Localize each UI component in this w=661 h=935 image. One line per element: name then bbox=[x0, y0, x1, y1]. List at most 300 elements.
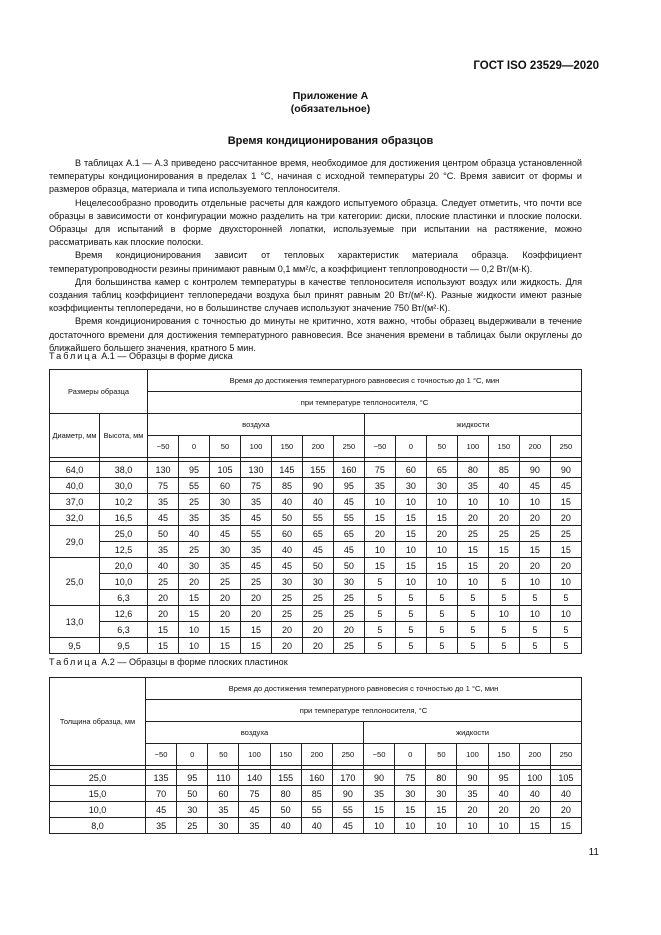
table-row bbox=[50, 574, 582, 590]
paragraph: Нецелесообразно проводить отдельные расчеты для каждого испытуемого образца. Следует отметить, что почти все образцы в зависимости от конфигурации можно разделить на три категории: диски, плоские пластинки и плоские полоски. Образцы для испытаний в форме двухсторонней лопатки, используемые при испытании на растяжение, можно рассматривать как плоские полоски. bbox=[49, 197, 582, 248]
table-row bbox=[50, 494, 582, 510]
air-time-cell: 75 bbox=[240, 478, 271, 494]
diameter-cell: 32,0 bbox=[50, 510, 100, 526]
air-time-cell: 90 bbox=[332, 786, 363, 802]
air-time-cell: 55 bbox=[302, 510, 333, 526]
liquid-time-cell: 20 bbox=[550, 558, 581, 574]
air-time-cell: 25 bbox=[177, 818, 208, 834]
air-time-cell: 20 bbox=[302, 622, 333, 638]
height-cell: 6,3 bbox=[100, 590, 148, 606]
liquid-time-cell: 10 bbox=[488, 818, 519, 834]
temp-header-cell: 200 bbox=[519, 436, 550, 458]
liquid-time-cell: 10 bbox=[519, 494, 550, 510]
liquid-time-cell: 30 bbox=[395, 478, 426, 494]
height-cell: 10,2 bbox=[100, 494, 148, 510]
liquid-time-cell: 10 bbox=[364, 542, 395, 558]
liquid-time-cell: 75 bbox=[364, 462, 395, 478]
air-time-cell: 40 bbox=[148, 558, 179, 574]
table-row bbox=[50, 638, 582, 654]
air-time-cell: 15 bbox=[209, 622, 240, 638]
air-header: воздуха bbox=[148, 414, 365, 436]
air-time-cell: 30 bbox=[177, 802, 208, 818]
temp-header-cell: −50 bbox=[146, 744, 177, 766]
temp-header-cell: 100 bbox=[457, 436, 488, 458]
table-row bbox=[50, 622, 582, 638]
air-time-cell: 90 bbox=[302, 478, 333, 494]
temp-header-cell: 150 bbox=[488, 744, 519, 766]
air-time-cell: 45 bbox=[239, 802, 270, 818]
liquid-time-cell: 20 bbox=[457, 802, 488, 818]
liquid-time-cell: 20 bbox=[364, 526, 395, 542]
air-time-cell: 30 bbox=[209, 494, 240, 510]
liquid-time-cell: 25 bbox=[457, 526, 488, 542]
liquid-time-cell: 10 bbox=[457, 818, 488, 834]
annex-status: (обязательное) bbox=[290, 103, 371, 115]
body-text bbox=[49, 157, 582, 355]
liquid-time-cell: 35 bbox=[364, 478, 395, 494]
air-time-cell: 40 bbox=[301, 818, 332, 834]
air-time-cell: 45 bbox=[302, 542, 333, 558]
temp-header-cell: 0 bbox=[395, 436, 426, 458]
air-time-cell: 25 bbox=[240, 574, 271, 590]
annex-title: Приложение А bbox=[292, 90, 369, 102]
temp-header-cell: 0 bbox=[177, 744, 208, 766]
temp-header-cell: 200 bbox=[301, 744, 332, 766]
liquid-time-cell: 15 bbox=[550, 818, 581, 834]
liquid-time-cell: 15 bbox=[363, 802, 394, 818]
air-time-cell: 40 bbox=[179, 526, 210, 542]
air-time-cell: 45 bbox=[333, 542, 364, 558]
liquid-time-cell: 5 bbox=[550, 590, 581, 606]
liquid-time-cell: 10 bbox=[550, 606, 581, 622]
thickness-cell: 10,0 bbox=[50, 802, 146, 818]
temp-header-cell: 50 bbox=[426, 744, 457, 766]
air-time-cell: 30 bbox=[209, 542, 240, 558]
air-time-cell: 25 bbox=[271, 606, 302, 622]
air-time-cell: 130 bbox=[148, 462, 179, 478]
air-time-cell: 95 bbox=[179, 462, 210, 478]
temp-header-cell: 150 bbox=[270, 744, 301, 766]
air-time-cell: 15 bbox=[240, 622, 271, 638]
liquid-time-cell: 15 bbox=[364, 510, 395, 526]
liquid-time-cell: 40 bbox=[488, 478, 519, 494]
air-time-cell: 20 bbox=[240, 590, 271, 606]
air-time-cell: 30 bbox=[179, 558, 210, 574]
air-time-cell: 75 bbox=[239, 786, 270, 802]
liquid-time-cell: 90 bbox=[550, 462, 581, 478]
height-cell: 25,0 bbox=[100, 526, 148, 542]
liquid-time-cell: 10 bbox=[519, 606, 550, 622]
air-time-cell: 20 bbox=[209, 590, 240, 606]
air-time-cell: 25 bbox=[333, 638, 364, 654]
liquid-time-cell: 25 bbox=[488, 526, 519, 542]
height-header: Высота, мм bbox=[100, 414, 148, 458]
table-row bbox=[50, 558, 582, 574]
liquid-time-cell: 10 bbox=[363, 818, 394, 834]
air-time-cell: 25 bbox=[333, 606, 364, 622]
liquid-time-cell: 15 bbox=[550, 542, 581, 558]
time-header: Время до достижения температурного равновесия с точностью до 1 °С, мин bbox=[146, 678, 582, 700]
diameter-cell: 40,0 bbox=[50, 478, 100, 494]
air-time-cell: 15 bbox=[240, 638, 271, 654]
liquid-time-cell: 5 bbox=[550, 638, 581, 654]
air-time-cell: 55 bbox=[332, 802, 363, 818]
height-cell: 20,0 bbox=[100, 558, 148, 574]
liquid-time-cell: 15 bbox=[488, 542, 519, 558]
paragraph: Время кондиционирования с точностью до минуты не критично, хотя важно, чтобы образец выдерживали в течение достаточного времени для достижения температурного равновесия. Все значения времени в таблицах были округлены до ближайшего большего значения, кратного 5 мин. bbox=[49, 316, 582, 353]
air-time-cell: 40 bbox=[270, 818, 301, 834]
page-number: 11 bbox=[588, 847, 599, 858]
liquid-time-cell: 80 bbox=[457, 462, 488, 478]
diameter-cell: 29,0 bbox=[50, 526, 100, 558]
liquid-time-cell: 5 bbox=[457, 622, 488, 638]
liquid-time-cell: 20 bbox=[519, 802, 550, 818]
air-time-cell: 60 bbox=[208, 786, 239, 802]
liquid-time-cell: 5 bbox=[457, 590, 488, 606]
air-time-cell: 35 bbox=[209, 510, 240, 526]
liquid-time-cell: 25 bbox=[550, 526, 581, 542]
air-time-cell: 40 bbox=[271, 542, 302, 558]
liquid-time-cell: 90 bbox=[457, 770, 488, 786]
air-time-cell: 45 bbox=[146, 802, 177, 818]
temp-header: при температуре теплоносителя, °С bbox=[146, 700, 582, 722]
liquid-time-cell: 10 bbox=[426, 494, 457, 510]
annex-heading bbox=[0, 90, 661, 116]
thickness-cell: 15,0 bbox=[50, 786, 146, 802]
air-time-cell: 140 bbox=[239, 770, 270, 786]
table-row bbox=[50, 542, 582, 558]
air-time-cell: 35 bbox=[240, 494, 271, 510]
temp-header-cell: 250 bbox=[550, 744, 581, 766]
liquid-time-cell: 10 bbox=[395, 494, 426, 510]
air-time-cell: 35 bbox=[146, 818, 177, 834]
liquid-time-cell: 35 bbox=[457, 786, 488, 802]
temp-header-cell: 200 bbox=[519, 744, 550, 766]
liquid-time-cell: 5 bbox=[426, 590, 457, 606]
time-header: Время до достижения температурного равновесия с точностью до 1 °С, мин bbox=[148, 370, 582, 392]
liquid-time-cell: 15 bbox=[364, 558, 395, 574]
air-time-cell: 65 bbox=[302, 526, 333, 542]
air-time-cell: 20 bbox=[148, 606, 179, 622]
air-time-cell: 155 bbox=[270, 770, 301, 786]
liquid-time-cell: 95 bbox=[488, 770, 519, 786]
air-time-cell: 35 bbox=[240, 542, 271, 558]
air-time-cell: 160 bbox=[301, 770, 332, 786]
temp-header: при температуре теплоносителя, °С bbox=[148, 392, 582, 414]
air-time-cell: 25 bbox=[333, 590, 364, 606]
liquid-time-cell: 65 bbox=[426, 462, 457, 478]
liquid-time-cell: 5 bbox=[426, 638, 457, 654]
temp-header-cell: 50 bbox=[208, 744, 239, 766]
liquid-time-cell: 15 bbox=[395, 510, 426, 526]
liquid-time-cell: 5 bbox=[488, 590, 519, 606]
air-time-cell: 30 bbox=[271, 574, 302, 590]
liquid-time-cell: 90 bbox=[363, 770, 394, 786]
air-time-cell: 20 bbox=[148, 590, 179, 606]
liquid-time-cell: 20 bbox=[550, 510, 581, 526]
paragraph: В таблицах А.1 — А.3 приведено рассчитанное время, необходимое для достижения центром образца установленной температуры кондиционирования в пределах 1 °С, начиная с исходной температуры 20 °С. Время зависит от формы и размеров образца, материала и типа используемого теплоносителя. bbox=[49, 158, 582, 195]
air-time-cell: 20 bbox=[240, 606, 271, 622]
liquid-time-cell: 10 bbox=[364, 494, 395, 510]
air-time-cell: 75 bbox=[148, 478, 179, 494]
liquid-time-cell: 5 bbox=[395, 622, 426, 638]
temp-header-cell: 0 bbox=[395, 744, 426, 766]
liquid-time-cell: 20 bbox=[488, 510, 519, 526]
table-row bbox=[50, 770, 582, 786]
temp-header-cell: 150 bbox=[488, 436, 519, 458]
height-cell: 16,5 bbox=[100, 510, 148, 526]
section-title: Время кондиционирования образцов bbox=[227, 135, 434, 147]
diameter-header: Диаметр, мм bbox=[50, 414, 100, 458]
air-time-cell: 20 bbox=[333, 622, 364, 638]
air-time-cell: 130 bbox=[240, 462, 271, 478]
liquid-time-cell: 5 bbox=[426, 622, 457, 638]
air-time-cell: 40 bbox=[271, 494, 302, 510]
liquid-time-cell: 5 bbox=[364, 590, 395, 606]
liquid-time-cell: 10 bbox=[519, 574, 550, 590]
table2-caption bbox=[49, 657, 288, 667]
table1-caption bbox=[49, 351, 233, 361]
air-time-cell: 30 bbox=[208, 818, 239, 834]
air-time-cell: 70 bbox=[146, 786, 177, 802]
liquid-time-cell: 105 bbox=[550, 770, 581, 786]
temp-header-cell: 250 bbox=[333, 436, 364, 458]
air-time-cell: 10 bbox=[179, 638, 210, 654]
air-time-cell: 50 bbox=[177, 786, 208, 802]
standard-code: ГОСТ ISO 23529—2020 bbox=[473, 60, 599, 72]
table-row bbox=[50, 802, 582, 818]
air-time-cell: 110 bbox=[208, 770, 239, 786]
thickness-header: Толщина образца, мм bbox=[50, 678, 146, 766]
table-row bbox=[50, 478, 582, 494]
air-time-cell: 85 bbox=[301, 786, 332, 802]
liquid-time-cell: 15 bbox=[426, 802, 457, 818]
air-time-cell: 55 bbox=[240, 526, 271, 542]
air-time-cell: 35 bbox=[148, 542, 179, 558]
liquid-time-cell: 10 bbox=[488, 494, 519, 510]
liquid-time-cell: 15 bbox=[457, 542, 488, 558]
air-time-cell: 25 bbox=[271, 590, 302, 606]
liquid-time-cell: 5 bbox=[488, 574, 519, 590]
air-time-cell: 20 bbox=[271, 638, 302, 654]
air-time-cell: 15 bbox=[179, 606, 210, 622]
liquid-time-cell: 20 bbox=[426, 526, 457, 542]
air-time-cell: 160 bbox=[333, 462, 364, 478]
air-time-cell: 25 bbox=[148, 574, 179, 590]
liquid-time-cell: 15 bbox=[395, 802, 426, 818]
liquid-time-cell: 10 bbox=[457, 574, 488, 590]
air-time-cell: 15 bbox=[179, 590, 210, 606]
liquid-time-cell: 5 bbox=[457, 606, 488, 622]
liquid-time-cell: 10 bbox=[395, 574, 426, 590]
table-row bbox=[50, 606, 582, 622]
air-time-cell: 15 bbox=[148, 622, 179, 638]
paragraph: Время кондиционирования зависит от тепловых характеристик материала образца. Коэффициент температуропроводности резины принимают равным 0,1 мм²/с, а коэффициент теплопроводности — 0,2 Вт/(м·К). bbox=[49, 250, 582, 274]
table2-caption-label: Таблица bbox=[49, 657, 99, 667]
liquid-time-cell: 5 bbox=[364, 574, 395, 590]
table-row bbox=[50, 590, 582, 606]
air-time-cell: 15 bbox=[209, 638, 240, 654]
liquid-time-cell: 5 bbox=[519, 622, 550, 638]
diameter-cell: 25,0 bbox=[50, 558, 100, 606]
air-time-cell: 145 bbox=[271, 462, 302, 478]
liquid-time-cell: 30 bbox=[395, 786, 426, 802]
liquid-time-cell: 5 bbox=[364, 622, 395, 638]
air-time-cell: 35 bbox=[148, 494, 179, 510]
air-time-cell: 55 bbox=[333, 510, 364, 526]
liquid-time-cell: 5 bbox=[364, 606, 395, 622]
diameter-cell: 37,0 bbox=[50, 494, 100, 510]
liquid-time-cell: 20 bbox=[488, 558, 519, 574]
temp-header-cell: 50 bbox=[209, 436, 240, 458]
liquid-time-cell: 90 bbox=[519, 462, 550, 478]
air-time-cell: 25 bbox=[179, 542, 210, 558]
temp-header-cell: −50 bbox=[363, 744, 394, 766]
liquid-time-cell: 80 bbox=[426, 770, 457, 786]
air-time-cell: 50 bbox=[148, 526, 179, 542]
temp-header-cell: −50 bbox=[364, 436, 395, 458]
air-time-cell: 50 bbox=[333, 558, 364, 574]
air-time-cell: 65 bbox=[333, 526, 364, 542]
liquid-time-cell: 60 bbox=[395, 462, 426, 478]
temp-header-cell: 0 bbox=[179, 436, 210, 458]
table-row bbox=[50, 818, 582, 834]
liquid-time-cell: 10 bbox=[426, 574, 457, 590]
air-time-cell: 155 bbox=[302, 462, 333, 478]
liquid-time-cell: 20 bbox=[457, 510, 488, 526]
air-time-cell: 50 bbox=[302, 558, 333, 574]
liquid-time-cell: 30 bbox=[426, 786, 457, 802]
air-time-cell: 35 bbox=[179, 510, 210, 526]
air-time-cell: 95 bbox=[333, 478, 364, 494]
liquid-time-cell: 45 bbox=[519, 478, 550, 494]
air-time-cell: 25 bbox=[179, 494, 210, 510]
air-time-cell: 35 bbox=[208, 802, 239, 818]
temp-header-cell: 100 bbox=[240, 436, 271, 458]
air-time-cell: 20 bbox=[179, 574, 210, 590]
table-discs bbox=[49, 369, 582, 654]
table-row bbox=[50, 510, 582, 526]
air-time-cell: 30 bbox=[302, 574, 333, 590]
height-cell: 6,3 bbox=[100, 622, 148, 638]
liquid-time-cell: 5 bbox=[426, 606, 457, 622]
liquid-time-cell: 20 bbox=[488, 802, 519, 818]
liquid-time-cell: 15 bbox=[426, 558, 457, 574]
air-time-cell: 50 bbox=[271, 510, 302, 526]
air-time-cell: 45 bbox=[209, 526, 240, 542]
liquid-time-cell: 10 bbox=[550, 574, 581, 590]
height-cell: 9,5 bbox=[100, 638, 148, 654]
liquid-time-cell: 5 bbox=[395, 590, 426, 606]
liquid-time-cell: 5 bbox=[519, 638, 550, 654]
temp-header-cell: 100 bbox=[239, 744, 270, 766]
liquid-time-cell: 10 bbox=[426, 542, 457, 558]
air-time-cell: 10 bbox=[179, 622, 210, 638]
liquid-time-cell: 15 bbox=[457, 558, 488, 574]
table-row bbox=[50, 526, 582, 542]
height-cell: 12,6 bbox=[100, 606, 148, 622]
liquid-time-cell: 5 bbox=[395, 606, 426, 622]
liquid-time-cell: 5 bbox=[488, 622, 519, 638]
liquid-time-cell: 10 bbox=[395, 542, 426, 558]
liquid-time-cell: 15 bbox=[395, 526, 426, 542]
table1-caption-text: А.1 — Образцы в форме диска bbox=[101, 351, 233, 361]
liquid-time-cell: 5 bbox=[550, 622, 581, 638]
air-time-cell: 60 bbox=[271, 526, 302, 542]
air-time-cell: 20 bbox=[302, 638, 333, 654]
temp-header-cell: 50 bbox=[426, 436, 457, 458]
air-time-cell: 45 bbox=[333, 494, 364, 510]
air-time-cell: 15 bbox=[148, 638, 179, 654]
height-cell: 30,0 bbox=[100, 478, 148, 494]
air-time-cell: 35 bbox=[239, 818, 270, 834]
air-time-cell: 40 bbox=[302, 494, 333, 510]
air-time-cell: 45 bbox=[271, 558, 302, 574]
liquid-time-cell: 10 bbox=[488, 606, 519, 622]
liquid-time-cell: 10 bbox=[395, 818, 426, 834]
diameter-cell: 9,5 bbox=[50, 638, 100, 654]
height-cell: 12,5 bbox=[100, 542, 148, 558]
liquid-time-cell: 10 bbox=[457, 494, 488, 510]
air-time-cell: 20 bbox=[209, 606, 240, 622]
air-time-cell: 85 bbox=[271, 478, 302, 494]
air-time-cell: 30 bbox=[333, 574, 364, 590]
liquid-time-cell: 15 bbox=[426, 510, 457, 526]
air-time-cell: 25 bbox=[302, 606, 333, 622]
liquid-time-cell: 5 bbox=[488, 638, 519, 654]
air-time-cell: 105 bbox=[209, 462, 240, 478]
air-time-cell: 95 bbox=[177, 770, 208, 786]
liquid-time-cell: 35 bbox=[457, 478, 488, 494]
table1-caption-label: Таблица bbox=[49, 351, 99, 361]
table-row bbox=[50, 786, 582, 802]
air-time-cell: 45 bbox=[240, 558, 271, 574]
liquid-time-cell: 5 bbox=[457, 638, 488, 654]
temp-header-cell: −50 bbox=[148, 436, 179, 458]
liquid-time-cell: 20 bbox=[519, 558, 550, 574]
air-header: воздуха bbox=[146, 722, 364, 744]
liquid-time-cell: 15 bbox=[395, 558, 426, 574]
table-row bbox=[50, 462, 582, 478]
thickness-cell: 8,0 bbox=[50, 818, 146, 834]
temp-header-cell: 100 bbox=[457, 744, 488, 766]
air-time-cell: 20 bbox=[271, 622, 302, 638]
table2-caption-text: А.2 — Образцы в форме плоских пластинок bbox=[101, 657, 288, 667]
liquid-time-cell: 75 bbox=[395, 770, 426, 786]
liquid-time-cell: 5 bbox=[395, 638, 426, 654]
liquid-time-cell: 100 bbox=[519, 770, 550, 786]
air-time-cell: 25 bbox=[209, 574, 240, 590]
air-time-cell: 35 bbox=[209, 558, 240, 574]
diameter-cell: 64,0 bbox=[50, 462, 100, 478]
liquid-time-cell: 10 bbox=[426, 818, 457, 834]
liquid-time-cell: 35 bbox=[363, 786, 394, 802]
table-plates bbox=[49, 677, 582, 834]
air-time-cell: 60 bbox=[209, 478, 240, 494]
liquid-header: жидкости bbox=[364, 414, 581, 436]
air-time-cell: 135 bbox=[146, 770, 177, 786]
liquid-time-cell: 40 bbox=[519, 786, 550, 802]
height-cell: 10,0 bbox=[100, 574, 148, 590]
liquid-time-cell: 20 bbox=[519, 510, 550, 526]
air-time-cell: 25 bbox=[302, 590, 333, 606]
liquid-time-cell: 30 bbox=[426, 478, 457, 494]
liquid-time-cell: 45 bbox=[550, 478, 581, 494]
air-time-cell: 80 bbox=[270, 786, 301, 802]
air-time-cell: 55 bbox=[179, 478, 210, 494]
diameter-cell: 13,0 bbox=[50, 606, 100, 638]
liquid-time-cell: 15 bbox=[519, 818, 550, 834]
